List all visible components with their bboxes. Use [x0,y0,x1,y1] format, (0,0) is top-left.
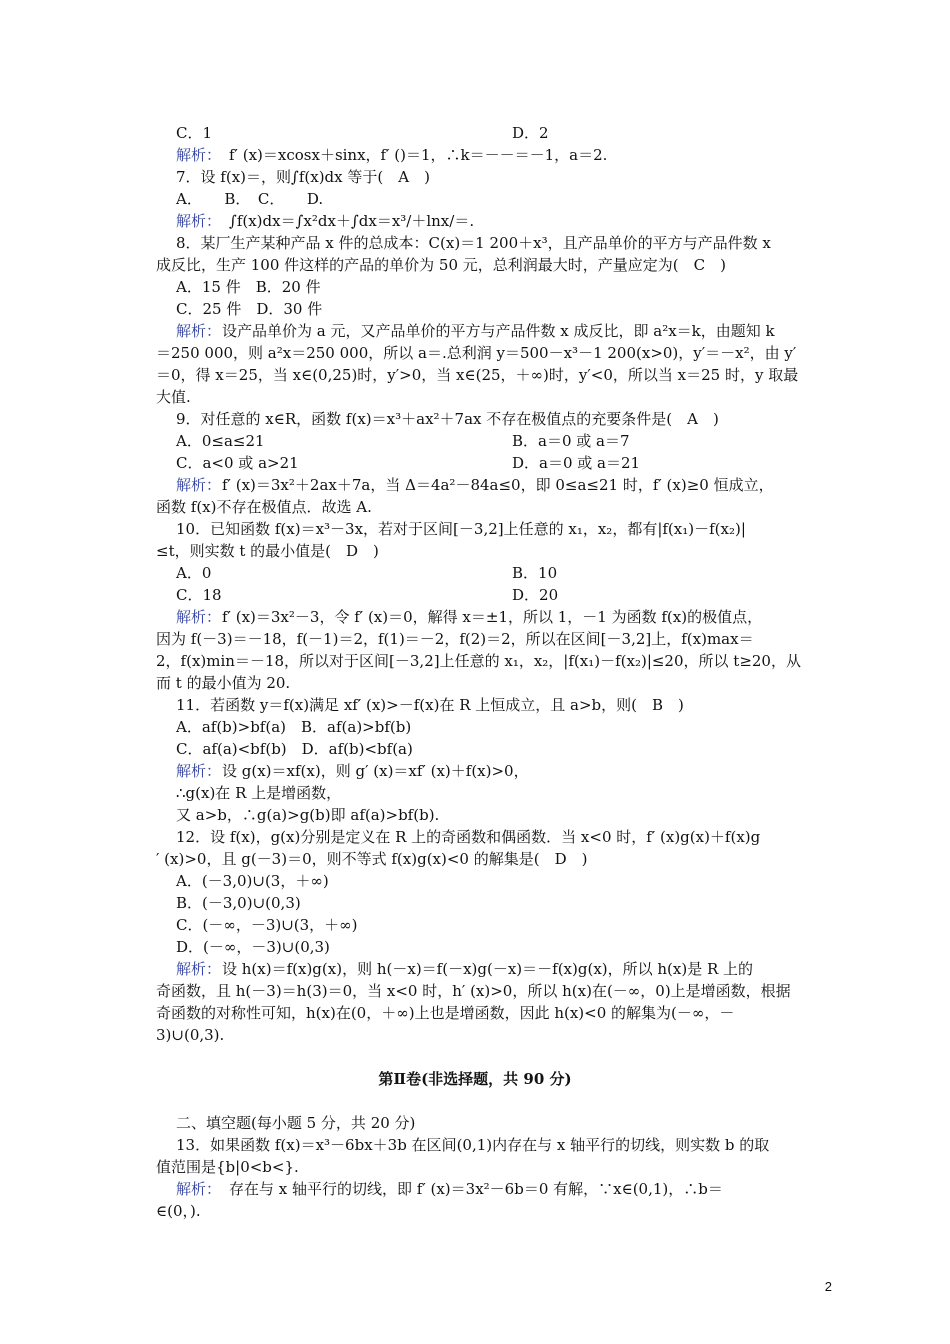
text-line [0,870,950,892]
text-line [0,716,950,738]
text-line [0,782,950,804]
line-text: 因为 f(－3)＝－18，f(－1)＝2，f(1)＝－2，f(2)＝2，所以在区间[－3,2]上，f(x)max＝ [156,630,754,648]
analysis-label: 解析： [176,476,222,494]
line-text: f′ (x)＝3x²－3，令 f′ (x)＝0，解得 x＝±1，所以 1，－1 为函数 f(x)的极值点， [222,608,763,626]
line-text: A．af(b)>bf(a) B．af(a)>bf(b) [176,718,412,736]
text-line [0,408,950,430]
line-text: 3)∪(0,3). [156,1026,225,1044]
text-line [0,1112,950,1134]
line-text: 大值. [156,388,191,406]
line-text: 二、填空题(每小题 5 分，共 20 分) [176,1114,416,1132]
text-line [0,518,950,540]
line-text: 设 h(x)＝f(x)g(x)，则 h(－x)＝f(－x)g(－x)＝－f(x)g(x)，所以 h(x)是 R 上的 [222,960,754,978]
text-line [0,122,950,144]
text-line [0,804,950,826]
line-text: ≤t，则实数 t 的最小值是( D ) [156,542,379,560]
line-text: ∫f(x)dx＝∫x²dx＋∫dx＝x³/＋lnx/＝. [229,212,475,230]
line-text: D．a＝0 或 a＝21 [512,454,641,472]
line-text: 11．若函数 y＝f(x)满足 xf′ (x)>－f(x)在 R 上恒成立，且 a>b，则( B ) [176,696,684,714]
line-text: 9．对任意的 x∈R，函数 f(x)＝x³＋ax²＋7ax 不存在极值点的充要条件是( A ) [176,410,719,428]
line-text: D．2 [512,124,549,142]
line-text: 存在与 x 轴平行的切线，即 f′ (x)＝3x²－6b＝0 有解，∵x∈(0,1)，∴b＝ [229,1180,723,1198]
text-line [0,584,950,606]
text-line [0,694,950,716]
line-text: 而 t 的最小值为 20. [156,674,291,692]
section-title: 第Ⅱ卷(非选择题，共 90 分) [378,1070,572,1088]
line-text: 设产品单价为 a 元，又产品单价的平方与产品件数 x 成反比，即 a²x＝k，由题知 k [222,322,775,340]
text-line [0,848,950,870]
text-line [0,276,950,298]
line-text: B．a＝0 或 a＝7 [512,432,630,450]
line-text: B．10 [512,564,558,582]
line-text: 10．已知函数 f(x)＝x³－3x，若对于区间[－3,2]上任意的 x₁，x₂，都有|f(x₁)－f(x₂)| [176,520,746,538]
text-line [0,364,950,386]
line-text: 13．如果函数 f(x)＝x³－6bx＋3b 在区间(0,1)内存在与 x 轴平行的切线，则实数 b 的取 [176,1136,770,1154]
line-text: 又 a>b，∴g(a)>g(b)即 af(a)>bf(b). [176,806,440,824]
line-text: 12．设 f(x)，g(x)分别是定义在 R 上的奇函数和偶函数．当 x<0 时，f′ (x)g(x)＋f(x)g [176,828,761,846]
line-text: 函数 f(x)不存在极值点．故选 A. [156,498,372,516]
line-text: 设 g(x)＝xf(x)，则 g′ (x)＝xf′ (x)＋f(x)>0， [222,762,529,780]
text-line [0,188,950,210]
analysis-label: 解析： [176,960,222,978]
text-line [0,562,950,584]
analysis-label: 解析： [176,146,222,164]
text-line [0,1134,950,1156]
text-line [0,430,950,452]
text-line [0,540,950,562]
line-text: C．18 [176,586,222,604]
analysis-label: 解析： [176,1180,222,1198]
page-number: 2 [824,1279,832,1294]
text-line [0,914,950,936]
line-text: f′ (x)＝xcosx＋sinx，f′ ()＝1，∴k＝－－＝－1，a＝2. [229,146,608,164]
line-text: C．(－∞，－3)∪(3，＋∞) [176,916,358,934]
text-line [0,826,950,848]
line-text: C．25 件 D．30 件 [176,300,323,318]
line-text: C．af(a)<bf(b) D．af(b)<bf(a) [176,740,413,758]
text-line [0,1002,950,1024]
text-line [0,892,950,914]
text-line [0,342,950,364]
line-text: C．a<0 或 a>21 [176,454,299,472]
text-line [0,738,950,760]
text-line [0,650,950,672]
text-line [0,254,950,276]
text-line [0,760,950,782]
line-text: ＝0，得 x＝25，当 x∈(0,25)时，y′>0，当 x∈(25，＋∞)时，y′<0，所以当 x＝25 时，y 取最 [156,366,799,384]
text-line [0,606,950,628]
text-line [0,628,950,650]
text-line [0,936,950,958]
line-text: A． B． C． D. [176,190,324,208]
line-text: D．20 [512,586,559,604]
text-line [0,232,950,254]
text-line [0,210,950,232]
line-text: A．15 件 B．20 件 [176,278,321,296]
text-line [0,1156,950,1178]
analysis-label: 解析： [176,212,222,230]
text-line [0,958,950,980]
line-text: ∴g(x)在 R 上是增函数， [176,784,342,802]
line-text: ′ (x)>0，且 g(－3)＝0，则不等式 f(x)g(x)<0 的解集是( D ) [156,850,588,868]
line-text: ＝250 000，则 a²x＝250 000，所以 a＝.总利润 y＝500－x³－1 200(x>0)，y′＝－x²，由 y′ [156,344,797,362]
line-text: 7．设 f(x)＝，则∫f(x)dx 等于( A ) [176,168,430,186]
line-text: A．0≤a≤21 [176,432,265,450]
text-line [0,1178,950,1200]
line-text: 8．某厂生产某种产品 x 件的总成本：C(x)＝1 200＋x³，且产品单价的平方与产品件数 x [176,234,771,252]
line-text: C．1 [176,124,213,142]
line-text: A．(－3,0)∪(3，＋∞) [176,872,329,890]
text-line [0,166,950,188]
line-text: B．(－3,0)∪(0,3) [176,894,301,912]
line-text: 值范围是{b|0<b<}. [156,1158,299,1176]
line-text: D．(－∞，－3)∪(0,3) [176,938,330,956]
line-text: 2，f(x)min＝－18，所以对于区间[－3,2]上任意的 x₁，x₂，|f(x₁)－f(x₂)|≤20，所以 t≥20，从 [156,652,801,670]
text-line [0,320,950,342]
line-text: 奇函数的对称性可知，h(x)在(0，＋∞)上也是增函数，因此 h(x)<0 的解集为(－∞，－ [156,1004,735,1022]
line-text: 成反比，生产 100 件这样的产品的单价为 50 元，总利润最大时，产量应定为( C ) [156,256,726,274]
line-text: A．0 [176,564,212,582]
text-line [0,1024,950,1046]
line-text: ∈(0，). [156,1202,201,1220]
analysis-label: 解析： [176,608,222,626]
text-line [0,672,950,694]
text-line [0,980,950,1002]
line-text: 奇函数，且 h(－3)＝h(3)＝0，当 x<0 时，h′ (x)>0，所以 h(x)在(－∞，0)上是增函数，根据 [156,982,791,1000]
analysis-label: 解析： [176,762,222,780]
text-line [0,496,950,518]
line-text: f′ (x)＝3x²＋2ax＋7a，当 Δ＝4a²－84a≤0，即 0≤a≤21 时，f′ (x)≥0 恒成立， [222,476,774,494]
text-line [0,1200,950,1222]
text-line [0,452,950,474]
text-line [0,144,950,166]
analysis-label: 解析： [176,322,222,340]
text-line [0,386,950,408]
text-line [0,474,950,496]
text-line [0,298,950,320]
